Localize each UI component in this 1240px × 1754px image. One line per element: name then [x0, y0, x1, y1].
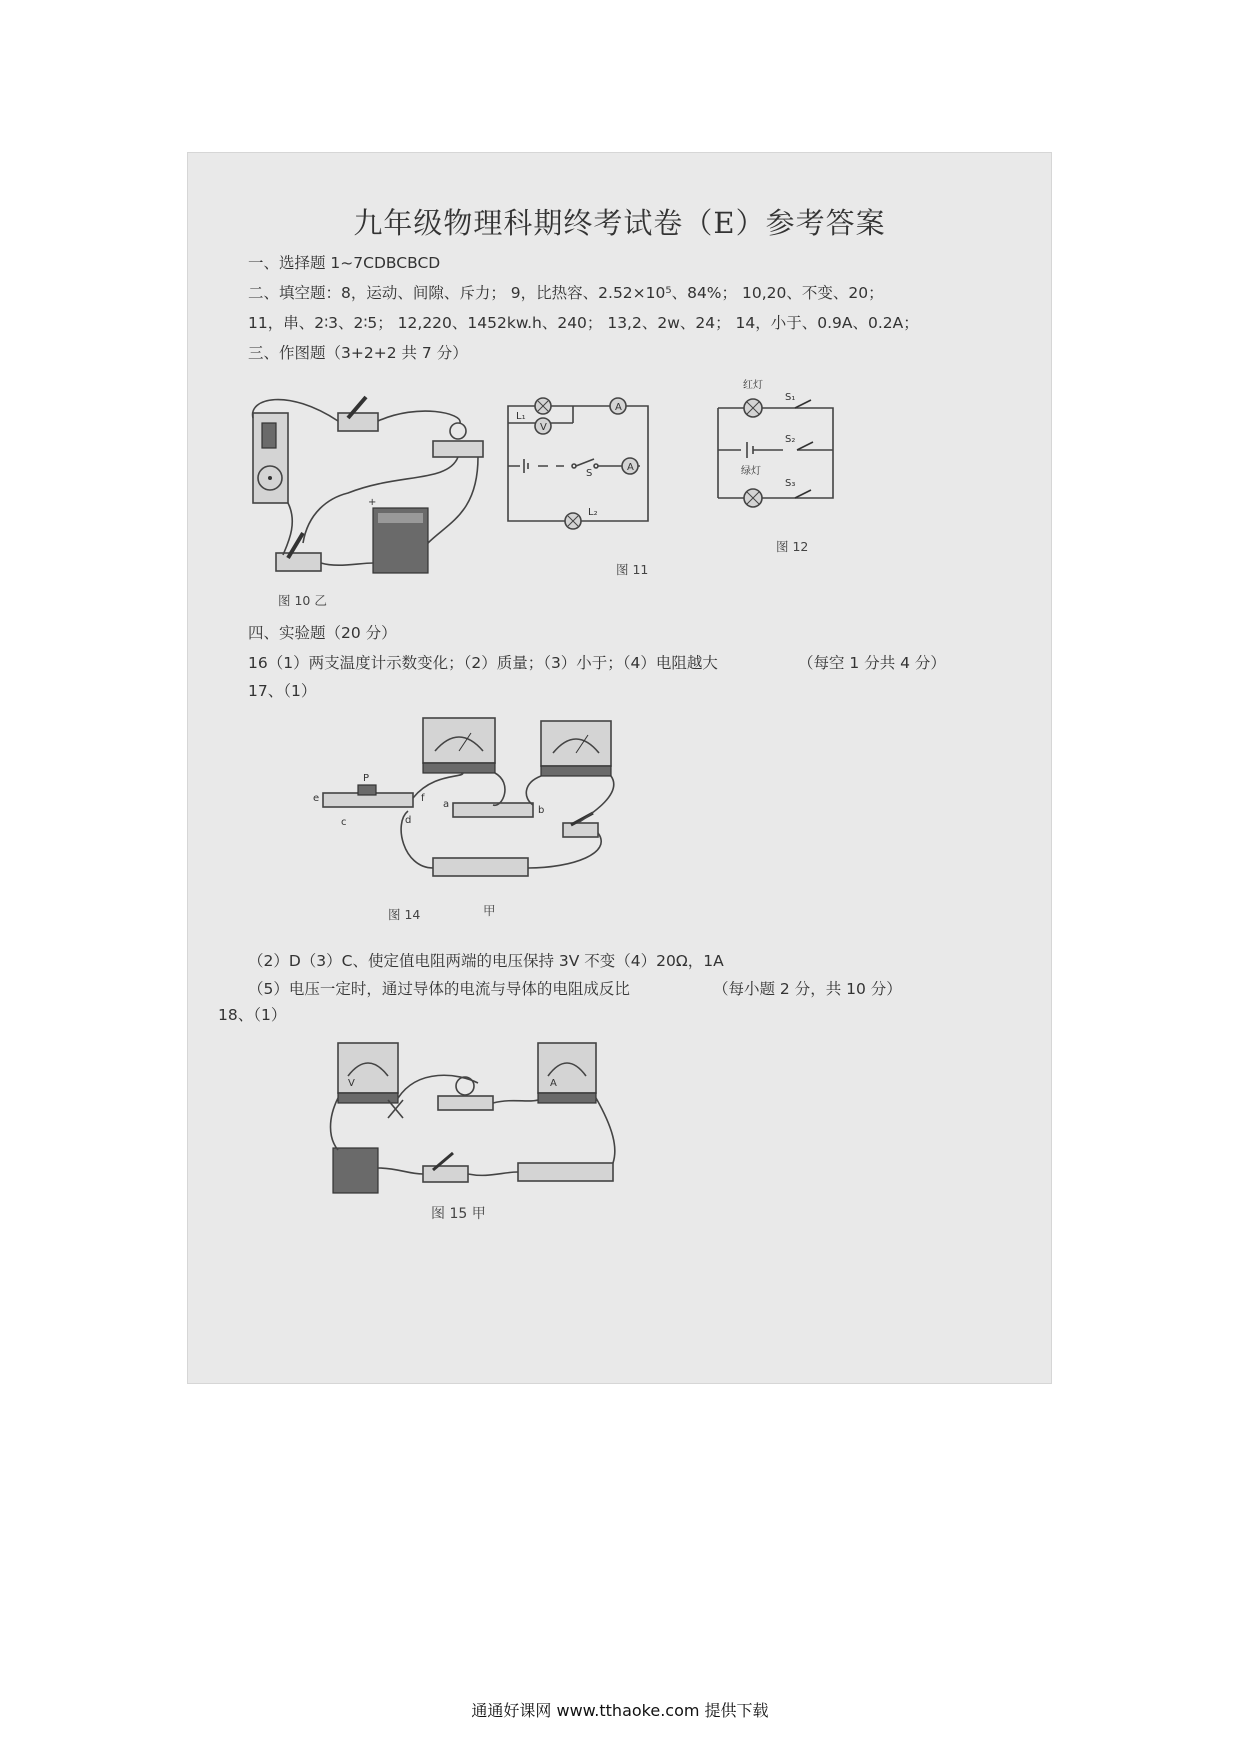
fig11-ammeter-1-label: A	[615, 402, 622, 413]
fig14-d-label: d	[405, 815, 412, 826]
svg-text:+: +	[368, 497, 377, 508]
figure-10-caption: 图 10 乙	[278, 593, 327, 608]
answer-q17-5: （5）电压一定时，通过导体的电流与导体的电阻成反比	[248, 980, 630, 998]
fig12-s2-label: S₂	[785, 434, 796, 445]
fig15-voltmeter	[338, 1043, 398, 1093]
fig14-f-label: f	[421, 793, 425, 804]
figure-11-caption: 图 11	[616, 562, 649, 577]
ammeter-meter	[541, 721, 611, 766]
fig14-e-label: e	[313, 793, 320, 804]
fig15-v-label: V	[348, 1078, 355, 1089]
fig11-switch-label: S	[586, 468, 593, 479]
fig12-red-label: 红灯	[743, 380, 763, 391]
fig11-l1-label: L₁	[516, 411, 526, 422]
figure-11-circuit	[498, 401, 678, 521]
answer-section-3: 三、作图题（3+2+2 共 7 分）	[248, 344, 468, 362]
fig14-a-label: a	[443, 799, 450, 810]
fig12-green-label: 绿灯	[741, 466, 761, 477]
figure-10-wiring	[248, 393, 488, 583]
fig15-lamp-holder	[438, 1096, 493, 1110]
fig15-rheostat	[518, 1163, 613, 1181]
fig11-ammeter-2-label: A	[627, 462, 634, 473]
fig14-b-label: b	[538, 805, 545, 816]
answer-section-4: 四、实验题（20 分）	[248, 624, 397, 642]
switch-bottom	[276, 553, 321, 571]
lamp-icon	[450, 423, 466, 439]
answer-q16-score: （每空 1 分共 4 分）	[798, 654, 946, 672]
answer-q17-2-4: （2）D（3）C、使定值电阻两端的电压保持 3V 不变（4）20Ω，1A	[248, 952, 724, 970]
fig14-p-label: P	[363, 773, 370, 784]
answer-section-1: 一、选择题 1~7CDBCBCD	[248, 254, 441, 272]
fig14-battery	[433, 858, 528, 876]
answer-section-2b: 11，串、2∶3、2∶5； 12,220、1452kw.h、240； 13,2、2w、24； 14，小于、0.9A、0.2A；	[248, 314, 919, 332]
download-footer: 通通好课网 www.tthaoke.com 提供下载	[471, 1701, 769, 1720]
fig15-switch	[423, 1166, 468, 1182]
figure-12-circuit	[713, 378, 843, 513]
fig14-c-label: c	[341, 817, 347, 828]
answer-section-2a: 二、填空题：8，运动、间隙、斥力； 9，比热容、2.52×10⁵、84%； 10,20、不变、20；	[248, 284, 884, 302]
answer-sheet	[187, 152, 1052, 1384]
switch-top	[338, 413, 378, 431]
answer-q17: 17、（1）	[248, 682, 317, 700]
fig11-l2-label: L₂	[588, 507, 598, 518]
figure-15-caption: 图 15 甲	[431, 1206, 486, 1222]
electromagnet	[262, 423, 276, 448]
fig12-s3-label: S₃	[785, 478, 796, 489]
figure-14-caption: 图 14	[388, 907, 421, 922]
answer-q17-score: （每小题 2 分，共 10 分）	[713, 980, 902, 998]
page-title: 九年级物理科期终考试卷（E）参考答案	[353, 206, 886, 240]
fig15-ammeter	[538, 1043, 596, 1093]
lamp-holder	[433, 441, 483, 457]
fig15-battery-icon	[333, 1148, 378, 1193]
figure-14-experiment	[313, 713, 763, 888]
answer-q18: 18、（1）	[218, 1006, 287, 1024]
fig12-s1-label: S₁	[785, 392, 796, 403]
figure-12-caption: 图 12	[776, 539, 809, 554]
fig15-a-label: A	[550, 1078, 557, 1089]
figure-14-mark: 甲	[483, 903, 496, 918]
fig11-voltmeter-label: V	[540, 422, 547, 433]
fig14-switch	[563, 823, 598, 837]
answer-q16: 16（1）两支温度计示数变化；（2）质量；（3）小于；（4）电阻越大	[248, 654, 718, 672]
voltmeter-meter	[423, 718, 495, 763]
figure-15-experiment	[328, 1038, 628, 1193]
